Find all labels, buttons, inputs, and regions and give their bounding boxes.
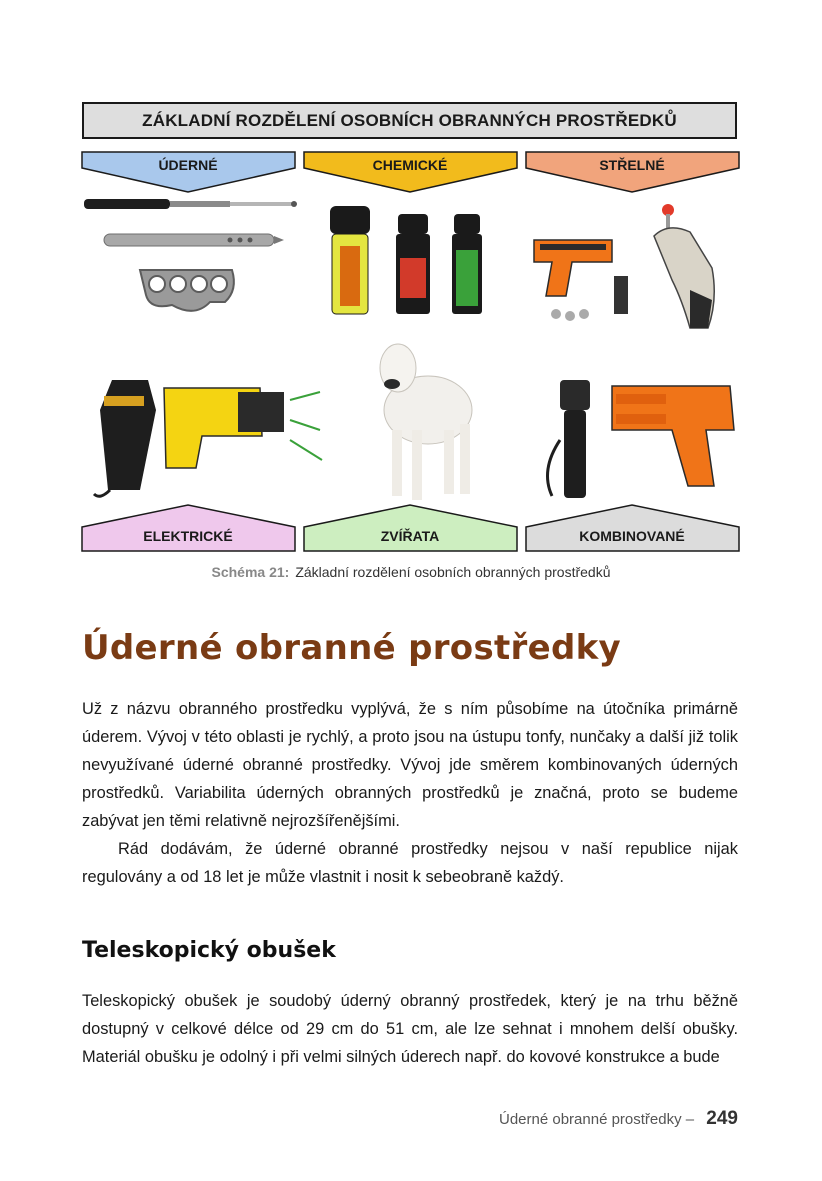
schema-title: ZÁKLADNÍ ROZDĚLENÍ OSOBNÍCH OBRANNÝCH PROSTŘEDKŮ [82,102,737,139]
category-label-kombinovane: KOMBINOVANÉ [579,528,685,544]
category-banner-chemicke [304,152,517,192]
paragraph-telescopic-baton: Teleskopický obušek je soudobý úderný obranný prostředek, který je na trhu běžně dostupný v celkové délce od 29 cm do 51 cm, ale lze sehnat i mnohem delší obušky. Materiál obušku je odolný i při velmi silných úderech např. do kovové konstrukce a bude [82,992,738,1066]
category-label-chemicke: CHEMICKÉ [372,157,448,173]
category-banner-zvirata [304,505,517,551]
paragraph-regulation: Rád dodávám, že úderné obranné prostředky nejsou v naší republice nijak regulovány a od 18 let je může vlastnit i nosit k sebeobraně každý. [82,840,738,886]
page-footer [499,1108,738,1130]
flare-launcher-icon [654,204,714,328]
category-banner-strelne [526,152,739,192]
section-title: Úderné obranné prostředky [82,628,621,668]
page-number: 249 [706,1108,738,1129]
running-title: Úderné obranné prostředky [499,1111,682,1128]
pepper-spray-fog-icon [396,214,430,314]
figure-caption [0,564,822,580]
flashlight-icon [548,380,591,498]
category-label-uderne: ÚDERNÉ [158,157,218,173]
orange-pepper-pistol-icon [612,386,734,486]
category-label-strelne: STŘELNÉ [599,157,665,173]
paragraph-intro: Už z názvu obranného prostředku vyplývá, že s ním působíme na útočníka primárně úderem. Vývoj v této oblasti je rychlý, a proto jsou na ústupu tonfy, nunčaky a další již tolik nevyužívané úderné obranné prostředky. Vývoj jde směrem kombinovaných úderných prostředků. Variabilita úderných obranných prostředků je značná, proto se budeme zabývat jen těmi relativně nejrozšířenějšími. [82,700,738,830]
dog-icon [380,344,472,500]
category-banner-kombinovane [526,505,739,551]
category-banner-uderne [82,152,295,192]
category-label-zvirata: ZVÍŘATA [380,528,440,544]
brass-knuckles-icon [140,270,234,311]
category-label-elektricke: ELEKTRICKÉ [143,528,233,544]
taser-icon [164,388,322,468]
telescopic-baton-icon [84,199,297,209]
pepper-spray-gel-icon [330,206,370,314]
subsection-title: Teleskopický obušek [82,938,336,963]
caption-text: Základní rozdělení osobních obranných prostředků [295,564,611,580]
caption-label: Schéma 21: [211,564,290,580]
orange-pistol-icon [534,240,628,321]
category-banner-elektricke [82,505,295,551]
stun-gun-icon [94,380,156,496]
schema-diagram [0,0,822,560]
pepper-spray-stoper-icon [452,214,482,314]
tactical-pen-icon [104,234,284,246]
footer-separator: – [685,1111,695,1128]
